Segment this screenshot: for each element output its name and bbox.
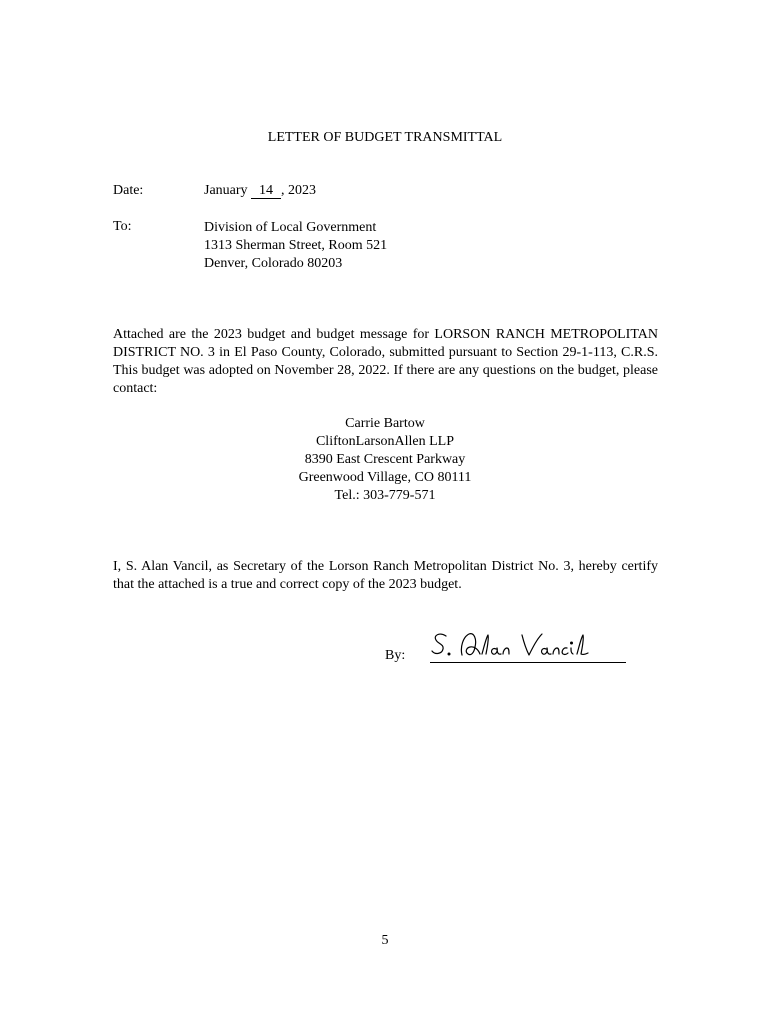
recipient-line: Denver, Colorado 80203	[204, 256, 343, 271]
by-label: By:	[385, 648, 406, 663]
date-year: , 2023	[281, 183, 317, 198]
to-label: To:	[113, 219, 132, 234]
contact-block	[0, 415, 770, 505]
certification-paragraph: I, S. Alan Vancil, as Secretary of the Lorson Ranch Metropolitan District No. 3, hereby certify that the attached is a true and correct copy of the 2023 budget.	[113, 559, 658, 592]
page-number: 5	[381, 933, 389, 948]
date-month: January	[204, 183, 248, 198]
contact-company: CliftonLarsonAllen LLP	[315, 434, 455, 449]
document-title: LETTER OF BUDGET TRANSMITTAL	[267, 130, 503, 145]
recipient-line: Division of Local Government	[204, 220, 377, 235]
contact-phone: Tel.: 303-779-571	[334, 488, 436, 503]
recipient-line: 1313 Sherman Street, Room 521	[204, 238, 388, 253]
contact-street: 8390 East Crescent Parkway	[304, 452, 466, 467]
date-value	[204, 183, 316, 199]
contact-city: Greenwood Village, CO 80111	[298, 470, 472, 485]
contact-name: Carrie Bartow	[345, 416, 425, 431]
date-label: Date:	[113, 183, 144, 198]
recipient-address	[204, 219, 387, 273]
body-paragraph: Attached are the 2023 budget and budget message for LORSON RANCH METROPOLITAN DISTRICT NO. 3 in El Paso County, Colorado, submitted pursuant to Section 29-1-113, C.R.S. This budget was adopted on November 28, 2022. If there are any questions on the budget, please contact:	[113, 327, 658, 396]
handwritten-signature	[428, 627, 628, 663]
date-day: 14	[251, 184, 281, 199]
signature-line	[430, 662, 626, 663]
